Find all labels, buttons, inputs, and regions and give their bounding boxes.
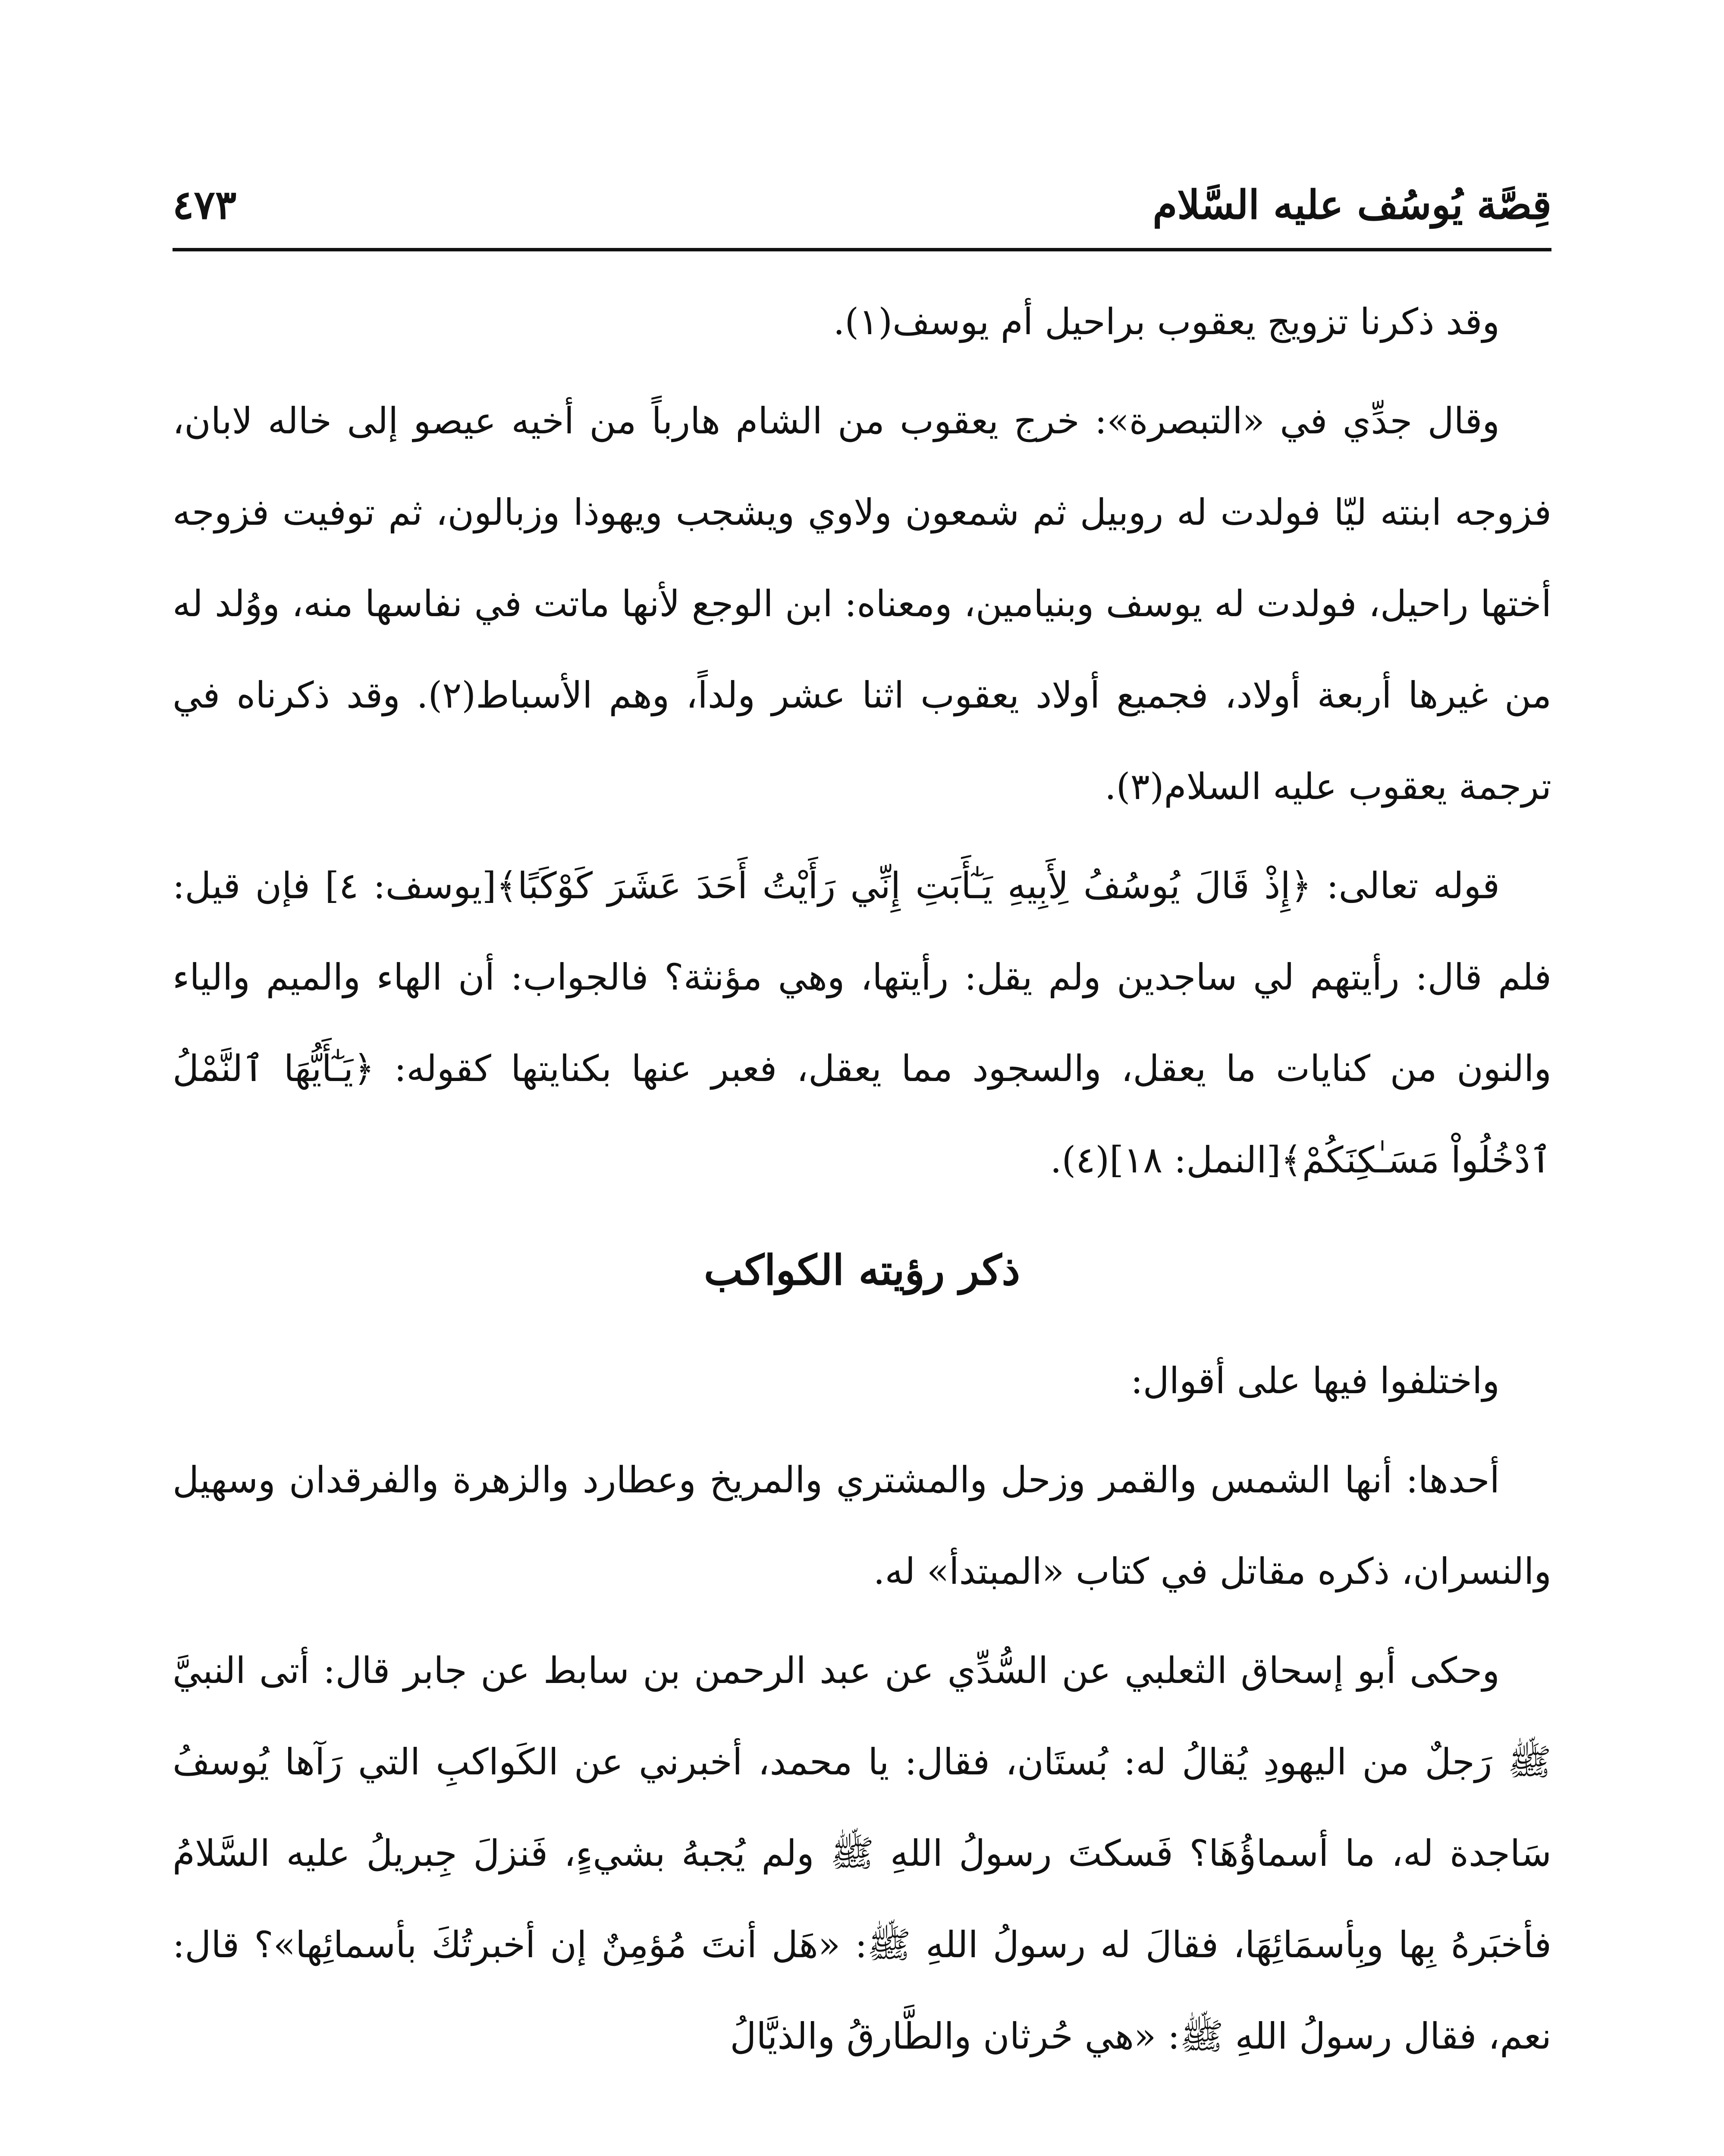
header-divider xyxy=(173,248,1551,251)
section-heading: ذكر رؤيته الكواكب xyxy=(703,1246,1021,1294)
paragraph: أحدها: أنها الشمس والقمر وزحل والمشتري والمريخ وعطارد والزهرة والفرقدان وسهيل والنسران، ذكره مقاتل في كتاب «المبتدأ» له. xyxy=(173,1459,1551,1592)
main-text xyxy=(173,276,1551,2090)
paragraph: وقد ذكرنا تزويج يعقوب براحيل أم يوسف(١). xyxy=(833,301,1500,343)
running-header xyxy=(173,172,1551,237)
paragraph: واختلفوا فيها على أقوال: xyxy=(1130,1360,1500,1402)
paragraph: قوله تعالى: ﴿إِذْ قَالَ يُوسُفُ لِأَبِيهِ يَـٰٓأَبَتِ إِنِّي رَأَيْتُ أَحَدَ عَشَرَ كَوْكَبًا﴾[يوسف: ٤] فإن قيل: فلم قال: رأيتهم لي ساجدين ولم يقل: رأيتها، وهي مؤنثة؟ فالجواب: أن الهاء والميم والياء والنون من كنايات ما يعقل، والسجود مما يعقل، فعبر عنها بكنايتها كقوله: ﴿يَـٰٓأَيُّهَا ٱلنَّمْلُ ٱدْخُلُواْ مَسَـٰكِنَكُمْ﴾[النمل: ١٨](٤). xyxy=(173,865,1552,1181)
paragraph: وقال جدِّي في «التبصرة»: خرج يعقوب من الشام هارباً من أخيه عيصو إلى خاله لابان، فزوجه ابنته ليّا فولدت له روبيل ثم شمعون ولاوي ويشجب ويهوذا وزبالون، ثم توفيت فزوجه أختها راحيل، فولدت له يوسف وبنيامين، ومعناه: ابن الوجع لأنها ماتت في نفاسها منه، ووُلد له من غيرها أربعة أولاد، فجميع أولاد يعقوب اثنا عشر ولداً، وهم الأسباط(٢). وقد ذكرناه في ترجمة يعقوب عليه السلام(٣). xyxy=(173,400,1551,808)
paragraph: وحكى أبو إسحاق الثعلبي عن السُّدِّي عن عبد الرحمن بن سابط عن جابر قال: أتى النبيَّ ﷺ رَجلٌ من اليهودِ يُقالُ له: بُستَان، فقال: يا محمد، أخبرني عن الكَواكبِ التي رَآها يُوسفُ سَاجدة له، ما أسماؤُهَا؟ فَسكتَ رسولُ اللهِ ﷺ ولم يُجبهُ بشيءٍ، فَنزلَ جِبريلُ عليه السَّلامُ فأخبَرهُ بِها وبِأسمَائِهَا، فقالَ له رسولُ اللهِ ﷺ: «هَل أنتَ مُؤمِنٌ إن أخبرتُكَ بأسمائِها»؟ قال: نعم، فقال رسولُ اللهِ ﷺ: «هي حُرثان والطَّارقُ والذيَّالُ xyxy=(173,1649,1551,2057)
chapter-title: قِصَّة يُوسُف عليه السَّلام xyxy=(1152,182,1551,228)
page-number: ٤٧٣ xyxy=(173,182,237,228)
